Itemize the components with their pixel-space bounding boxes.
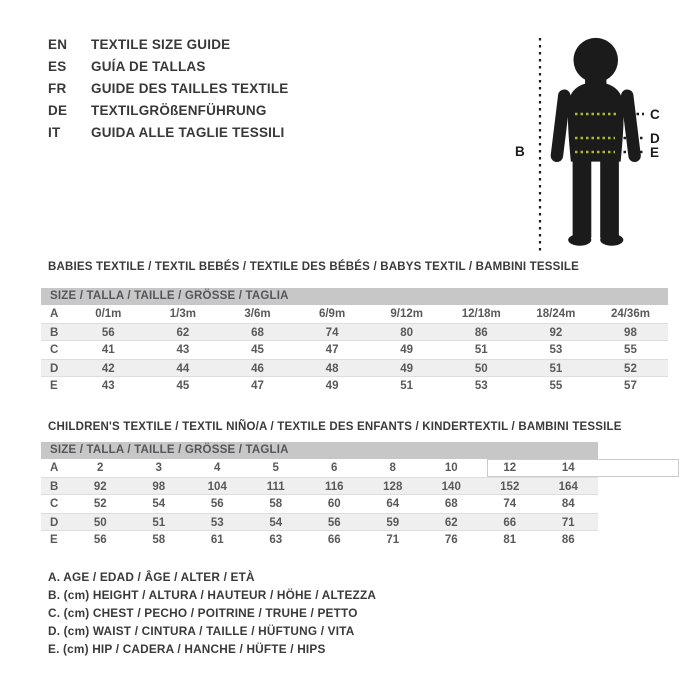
row-label: D [50, 517, 59, 529]
cell: 64 [386, 498, 400, 510]
babies-size-table [41, 288, 668, 395]
cell: 57 [624, 380, 637, 392]
cell: 76 [444, 534, 458, 546]
legend-height: B. (cm) HEIGHT / ALTURA / HAUTEUR / HÖHE / ALTEZZA [48, 588, 377, 602]
cell: 49 [400, 363, 414, 375]
legend-waist: D. (cm) WAIST / CINTURA / TAILLE / HÜFTUNG / VITA [48, 624, 355, 638]
cell: 18/24m [536, 308, 576, 320]
waist-label: D [650, 131, 660, 146]
cell: 50 [93, 517, 107, 529]
table-row [41, 305, 668, 323]
language-row-de [48, 100, 289, 122]
cell: 53 [474, 380, 488, 392]
language-row-en [48, 34, 289, 56]
cell: 52 [624, 363, 637, 375]
cell: 71 [561, 517, 575, 529]
cell: 111 [266, 481, 285, 493]
language-title-list [48, 34, 289, 144]
table-row [41, 359, 668, 377]
cell: 55 [549, 380, 563, 392]
row-label: A [50, 308, 59, 320]
cell: 116 [324, 481, 344, 493]
cell: 74 [503, 498, 517, 510]
child-silhouette [550, 38, 642, 246]
cell: 140 [441, 481, 461, 493]
cell: 24/36m [610, 308, 650, 320]
language-title: TEXTILE SIZE GUIDE [91, 37, 231, 52]
measurement-legend [48, 568, 376, 658]
cell: 14 [561, 462, 575, 474]
row-label: A [50, 462, 59, 474]
cell: 98 [152, 481, 166, 493]
cell: 56 [93, 534, 107, 546]
cell: 53 [210, 517, 224, 529]
row-label: B [50, 481, 59, 493]
cell: 44 [176, 363, 190, 375]
cell: 0/1m [95, 308, 122, 320]
cell: 55 [624, 344, 637, 356]
cell: 71 [386, 534, 400, 546]
language-code: IT [48, 125, 61, 140]
cell: 6/9m [318, 308, 346, 320]
hip-label: E [650, 145, 660, 160]
cell: 68 [444, 498, 458, 510]
height-label: B [515, 144, 525, 159]
cell: 56 [327, 517, 341, 529]
cell: 48 [325, 363, 339, 375]
cell: 80 [400, 327, 414, 339]
cell: 49 [400, 344, 414, 356]
cell: 51 [400, 380, 414, 392]
children-size-table [41, 442, 668, 549]
language-code: FR [48, 81, 67, 96]
language-code: ES [48, 59, 67, 74]
table-row [41, 377, 668, 395]
legend-age: A. AGE / EDAD / ÂGE / ALTER / ETÀ [48, 570, 255, 584]
table-row [41, 513, 598, 531]
cell: 66 [503, 517, 517, 529]
legend-chest: C. (cm) CHEST / PECHO / POITRINE / TRUHE / PETTO [48, 606, 358, 620]
cell: 49 [325, 380, 339, 392]
cell: 68 [251, 327, 264, 339]
legend-hip: E. (cm) HIP / CADERA / HANCHE / HÜFTE / HIPS [48, 642, 326, 656]
cell: 74 [325, 327, 339, 339]
cell: 10 [444, 462, 458, 474]
cell: 51 [474, 344, 488, 356]
table-row [41, 323, 668, 341]
measurement-figure [500, 24, 696, 264]
table-row [41, 459, 598, 477]
row-label: B [50, 327, 59, 339]
cell: 54 [269, 517, 283, 529]
language-code: DE [48, 103, 68, 118]
cell: 58 [152, 534, 166, 546]
cell: 56 [101, 327, 115, 339]
language-row-es [48, 56, 289, 78]
cell: 104 [207, 481, 227, 493]
cell: 47 [325, 344, 339, 356]
babies-size-header-bar: SIZE / TALLA / TAILLE / GRÖSSE / TAGLIA [41, 288, 668, 305]
cell: 53 [549, 344, 563, 356]
cell: 43 [101, 380, 115, 392]
cell: 66 [327, 534, 341, 546]
cell: 8 [389, 462, 396, 474]
cell: 61 [210, 534, 224, 546]
cell: 81 [503, 534, 517, 546]
babies-section-title: BABIES TEXTILE / TEXTIL BEBÉS / TEXTILE DES BÉBÉS / BABYS TEXTIL / BAMBINI TESSILE [48, 261, 579, 273]
table-row [41, 477, 598, 495]
cell: 41 [101, 344, 115, 356]
cell: 4 [214, 462, 221, 474]
cell: 1/3m [169, 308, 196, 320]
cell: 43 [176, 344, 190, 356]
cell: 63 [269, 534, 283, 546]
cell: 50 [474, 363, 488, 375]
children-section-title: CHILDREN'S TEXTILE / TEXTIL NIÑO/A / TEXTILE DES ENFANTS / KINDERTEXTIL / BAMBINI TESSILE [48, 421, 622, 433]
cell: 52 [93, 498, 107, 510]
chest-label: C [650, 107, 660, 122]
table-row [41, 341, 668, 359]
cell: 47 [251, 380, 264, 392]
cell: 6 [331, 462, 338, 474]
cell: 2 [97, 462, 104, 474]
row-label: C [50, 344, 59, 356]
row-label: D [50, 363, 59, 375]
cell: 54 [152, 498, 166, 510]
language-row-it [48, 122, 289, 144]
cell: 51 [152, 517, 166, 529]
cell: 45 [176, 380, 190, 392]
cell: 56 [210, 498, 224, 510]
cell: 86 [474, 327, 488, 339]
cell: 46 [251, 363, 264, 375]
cell: 86 [561, 534, 575, 546]
cell: 92 [93, 481, 107, 493]
cell: 92 [549, 327, 563, 339]
language-title: TEXTILGRÖßENFÜHRUNG [91, 103, 267, 118]
cell: 51 [549, 363, 563, 375]
cell: 42 [101, 363, 115, 375]
cell: 12/18m [461, 308, 501, 320]
row-label: E [50, 534, 58, 546]
cell: 84 [561, 498, 575, 510]
table-row [41, 531, 598, 549]
row-label: E [50, 380, 58, 392]
row-label: C [50, 498, 59, 510]
cell: 59 [386, 517, 400, 529]
cell: 5 [272, 462, 279, 474]
language-code: EN [48, 37, 68, 52]
cell: 3 [155, 462, 162, 474]
cell: 9/12m [390, 308, 423, 320]
language-title: GUIDE DES TAILLES TEXTILE [91, 81, 289, 96]
language-title: GUÍA DE TALLAS [91, 59, 206, 74]
cell: 62 [444, 517, 458, 529]
cell: 152 [500, 481, 520, 493]
cell: 12 [503, 462, 517, 474]
cell: 60 [327, 498, 341, 510]
cell: 62 [176, 327, 190, 339]
language-title: GUIDA ALLE TAGLIE TESSILI [91, 125, 285, 140]
language-row-fr [48, 78, 289, 100]
cell: 45 [251, 344, 264, 356]
cell: 164 [558, 481, 578, 493]
cell: 3/6m [244, 308, 271, 320]
cell: 128 [383, 481, 403, 493]
cell: 58 [269, 498, 283, 510]
table-row [41, 495, 598, 513]
child-silhouette-diagram [500, 24, 696, 264]
cell: 98 [624, 327, 637, 339]
children-size-header-bar: SIZE / TALLA / TAILLE / GRÖSSE / TAGLIA [41, 442, 598, 459]
